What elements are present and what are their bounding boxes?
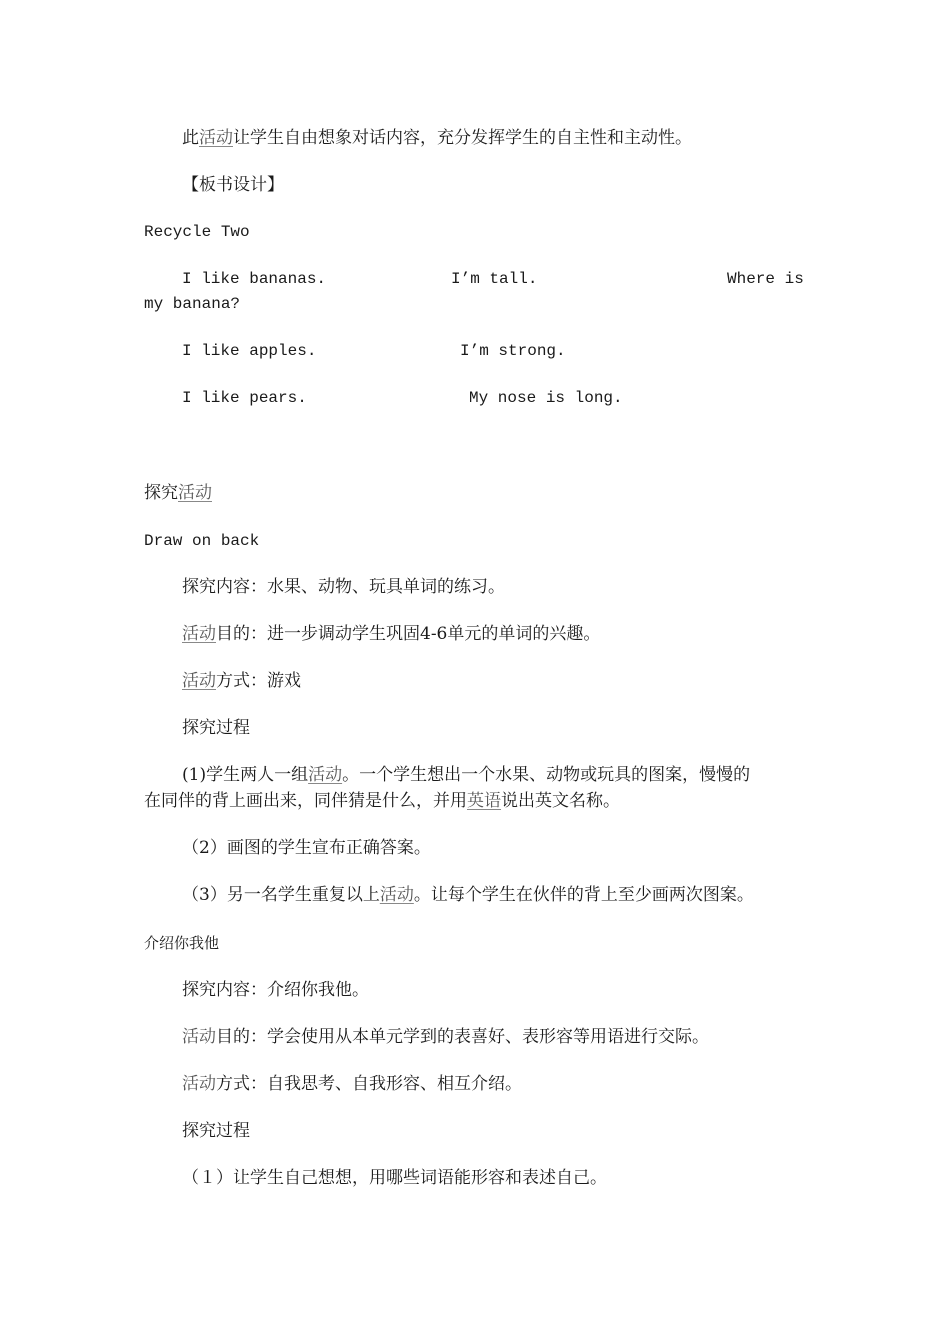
board-col1-row2: I like apples. [182,342,317,360]
introduce-method [182,1072,522,1096]
text: 目的：学会使用从本单元学到的表喜好、表形容等用语进行交际。 [216,1027,709,1047]
activity-link[interactable]: 活动 [379,885,414,905]
step3 [182,883,754,907]
board-col3-row1: Where is [727,270,804,288]
explore-content: 探究内容：水果、动物、玩具单词的练习。 [182,577,505,597]
text: 在同伴的背上画出来，同伴猜是什么，并用 [144,791,467,811]
step2: （2）画图的学生宣布正确答案。 [182,838,431,858]
activity-method [182,669,301,693]
text: 探究 [144,483,178,503]
section-title-explore-activity [144,481,212,505]
text: 此 [182,128,199,148]
text: 让学生自由想象对话内容，充分发挥学生的自主性和主动性。 [233,128,692,148]
text: 说出英文名称。 [501,791,620,811]
text: 。让每个学生在伙伴的背上至少画两次图案。 [413,885,754,905]
text: （3）另一名学生重复以上 [182,885,380,905]
paragraph-activity-note [182,126,692,150]
board-title: Recycle Two [144,223,250,241]
step1-line2 [144,789,620,813]
section-subtitle: Draw on back [144,532,260,550]
activity-label: 活动 [182,1074,216,1094]
text: 目的：进一步调动学生巩固4-6单元的单词的兴趣。 [216,624,601,644]
activity-link[interactable]: 活动 [199,128,233,148]
section-title-introduce: 介绍你我他 [144,934,220,952]
activity-link[interactable]: 活动 [182,624,216,644]
activity-link[interactable]: 活动 [182,671,216,691]
board-col2-row3: My nose is long. [469,389,623,407]
step1-line1 [182,763,750,787]
activity-link[interactable]: 活动 [178,483,212,503]
activity-label: 活动 [182,1027,216,1047]
english-link[interactable]: 英语 [467,791,501,811]
introduce-content: 探究内容：介绍你我他。 [182,980,369,1000]
text: 。一个学生想出一个水果、动物或玩具的图案，慢慢的 [342,765,751,785]
board-col1-row1: I like bananas. [182,270,327,288]
board-col2-row1: I’m tall. [451,270,538,288]
activity-link[interactable]: 活动 [308,765,343,785]
introduce-step1: （１）让学生自己想想，用哪些词语能形容和表述自己。 [182,1168,607,1188]
board-col2-row2: I’m strong. [460,342,566,360]
text: 方式：自我思考、自我形容、相互介绍。 [216,1074,522,1094]
introduce-purpose [182,1025,709,1049]
board-col3-row1-cont: my banana? [144,295,241,313]
text: (1)学生两人一组 [182,765,309,785]
introduce-process-heading: 探究过程 [182,1121,250,1141]
board-col1-row3: I like pears. [182,389,307,407]
activity-purpose [182,622,600,646]
text: 方式：游戏 [216,671,301,691]
explore-process-heading: 探究过程 [182,718,250,738]
board-design-heading: 【板书设计】 [182,175,284,195]
